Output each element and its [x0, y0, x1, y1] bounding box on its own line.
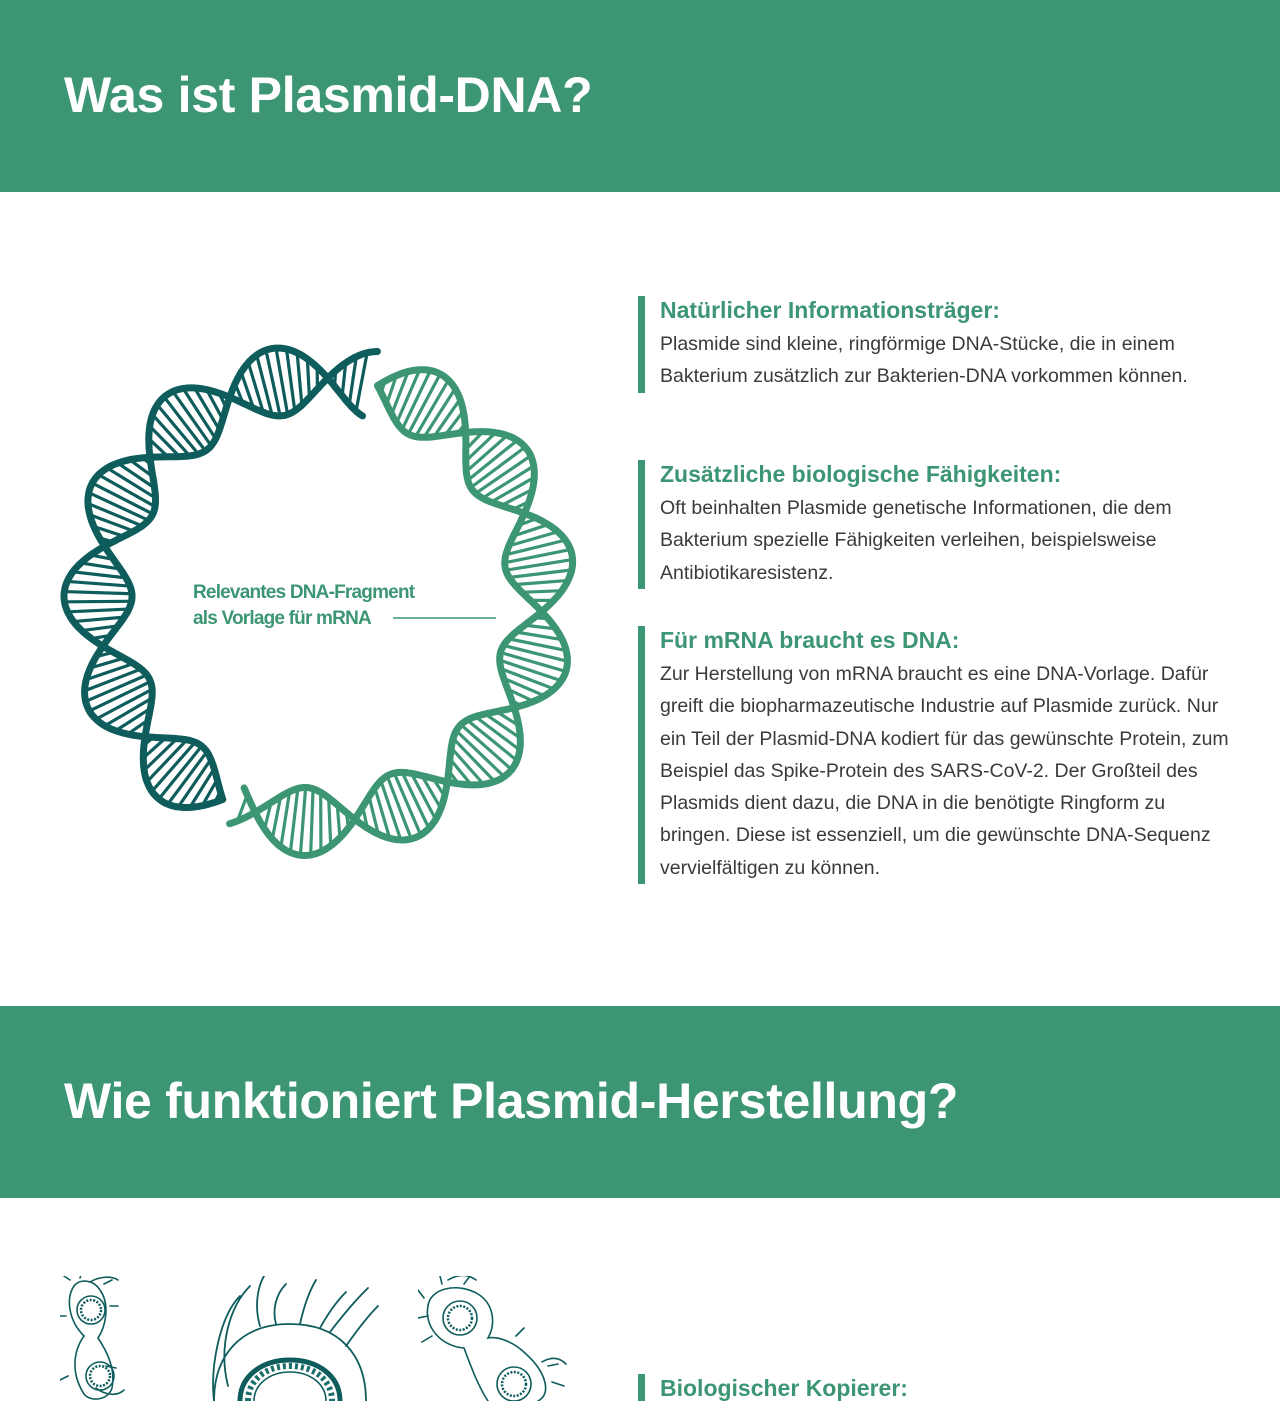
- bacterium-icon: [200, 1276, 380, 1401]
- info-block-biological-copier: [638, 1374, 1228, 1401]
- info-text: Zur Herstellung von mRNA braucht es eine DNA-Vorlage. Dafür greift die biopharmazeutische Industrie auf Plasmide zurück. Nur ein Teil der Plasmid-DNA kodiert für das gewünschte Protein, zum Beispiel das Spike-Protein des SARS-CoV-2. Der Großteil des Plasmids dient dazu, die DNA in die benötigte Ringform zu bringen. Diese ist essenziell, um die gewünschte DNA-Sequenz vervielfältigen zu können.: [660, 663, 1229, 879]
- info-block-biological-abilities: [638, 460, 1228, 589]
- bacteria-dividing-icon: [60, 1276, 140, 1401]
- section-title-plasmid-dna: Was ist Plasmid-DNA?: [64, 67, 593, 123]
- info-heading: Für mRNA braucht es DNA:: [660, 627, 960, 653]
- bacteria-division-icon: [418, 1276, 568, 1401]
- info-heading: Zusätzliche biologische Fähigkeiten:: [660, 461, 1062, 487]
- annotation-line-1: Relevantes DNA-Fragment: [193, 582, 415, 603]
- info-text: Oft beinhalten Plasmide genetische Informationen, die dem Bakterium spezielle Fähigkeiten verleihen, beispielsweise Antibiotikaresistenz.: [660, 497, 1172, 584]
- info-block-natural-carrier: [638, 296, 1228, 393]
- dna-fragment-annotation: [193, 580, 414, 632]
- info-text: Plasmide sind kleine, ringförmige DNA-Stücke, die in einem Bakterium zusätzlich zur Bakterien-DNA vorkommen können.: [660, 333, 1188, 388]
- info-block-mrna-needs-dna: [638, 626, 1228, 884]
- info-heading: Biologischer Kopierer:: [660, 1375, 908, 1401]
- info-heading: Natürlicher Informationsträger:: [660, 297, 1000, 323]
- annotation-line-2: als Vorlage für mRNA: [193, 608, 371, 629]
- section-title-plasmid-production: Wie funktioniert Plasmid-Herstellung?: [64, 1073, 959, 1129]
